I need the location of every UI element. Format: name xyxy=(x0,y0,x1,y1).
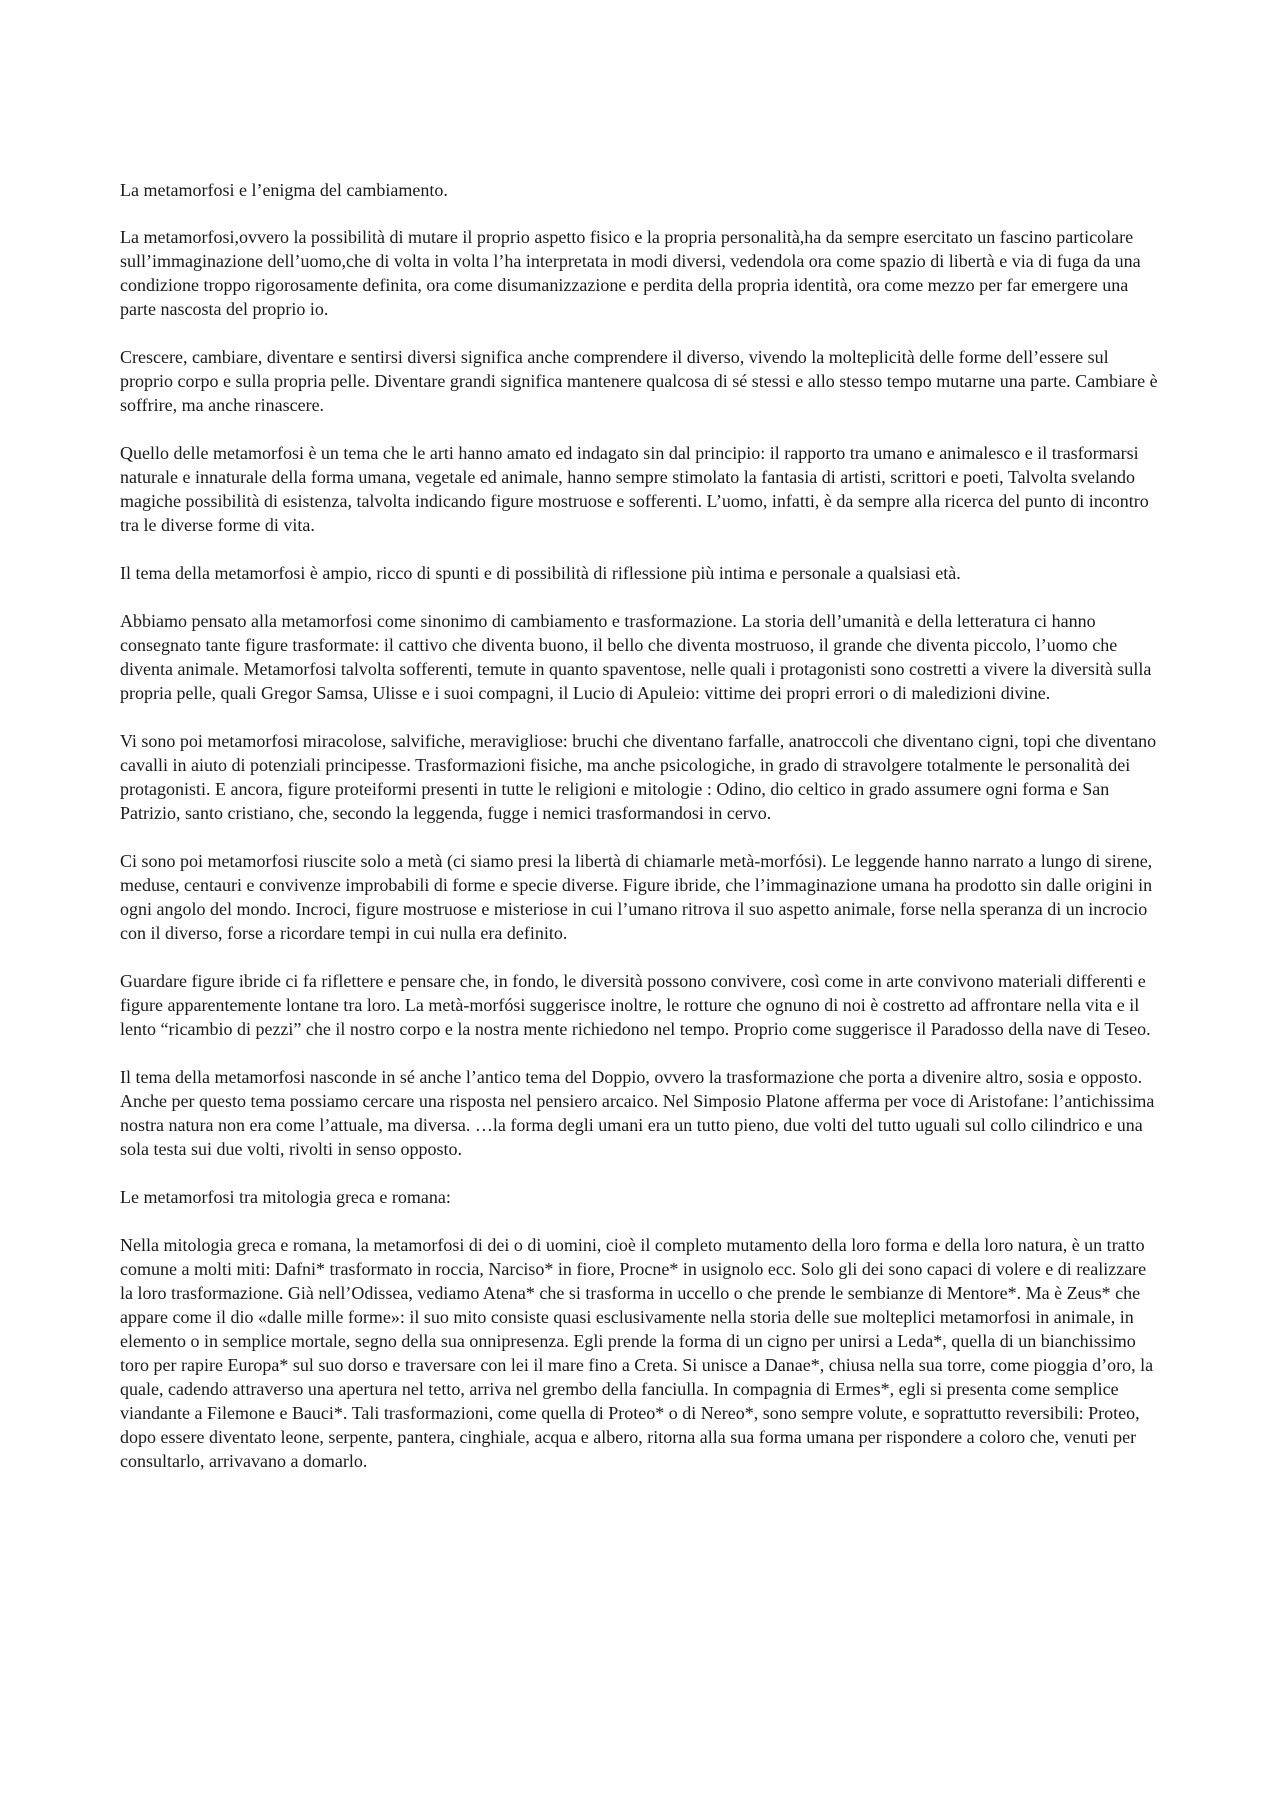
paragraph-7: Ci sono poi metamorfosi riuscite solo a metà (ci siamo presi la libertà di chiamarle metà-morfósi). Le leggende hanno narrato a lungo di sirene, meduse, centauri e convivenze improbabili di forme e specie diverse. Figure ibride, che l’immaginazione umana ha prodotto sin dalle origini in ogni angolo del mondo. Incroci, figure mostruose e misteriose in cui l’umano ritrova il suo aspetto animale, forse nella speranza di un incrocio con il diverso, forse a ricordare tempi in cui nulla era definito. xyxy=(120,851,1153,943)
document-page xyxy=(120,178,1160,1497)
paragraph-1: La metamorfosi,ovvero la possibilità di mutare il proprio aspetto fisico e la propria personalità,ha da sempre esercitato un fascino particolare sull’immaginazione dell’uomo,che di volta in volta l’ha interpretata in modi diversi, vedendola ora come spazio di libertà e via di fuga da una condizione troppo rigorosamente definita, ora come disumanizzazione e perdita della propria identità, ora come mezzo per far emergere una parte nascosta del proprio io. xyxy=(120,227,1141,319)
paragraph-2: Crescere, cambiare, diventare e sentirsi diversi significa anche comprendere il diverso, vivendo la molteplicità delle forme dell’essere sul proprio corpo e sulla propria pelle. Diventare grandi significa mantenere qualcosa di sé stessi e allo stesso tempo mutarne una parte. Cambiare è soffrire, ma anche rinascere. xyxy=(120,347,1158,415)
paragraph-8: Guardare figure ibride ci fa riflettere e pensare che, in fondo, le diversità possono convivere, così come in arte convivono materiali differenti e figure apparentemente lontane tra loro. La metà-morfósi suggerisce inoltre, le rotture che ognuno di noi è costretto ad affrontare nella vita e il lento “ricambio di pezzi” che il nostro corpo e la nostra mente richiedono nel tempo. Proprio come suggerisce il Paradosso della nave di Teseo. xyxy=(120,971,1151,1039)
paragraph-4: Il tema della metamorfosi è ampio, ricco di spunti e di possibilità di riflessione più intima e personale a qualsiasi età. xyxy=(120,563,961,583)
document-title: La metamorfosi e l’enigma del cambiamento. xyxy=(120,180,448,200)
paragraph-10: Nella mitologia greca e romana, la metamorfosi di dei o di uomini, cioè il completo mutamento della loro forma e della loro natura, è un tratto comune a molti miti: Dafni* trasformato in roccia, Narciso* in fiore, Procne* in usignolo ecc. Solo gli dei sono capaci di volere e di realizzare la loro trasformazione. Già nell’Odissea, vediamo Atena* che si trasforma in uccello o che prende le sembianze di Mentore*. Ma è Zeus* che appare come il dio «dalle mille forme»: il suo mito consiste quasi esclusivamente nella storia delle sue molteplici metamorfosi in animale, in elemento o in semplice mortale, segno della sua onnipresenza. Egli prende la forma di un cigno per unirsi a Leda*, quella di un bianchissimo toro per rapire Europa* sul suo dorso e traversare con lei il mare fino a Creta. Si unisce a Danae*, chiusa nella sua torre, come pioggia d’oro, la quale, cadendo attraverso una apertura nel tetto, arriva nel grembo della fanciulla. In compagnia di Ermes*, egli si presenta come semplice viandante a Filemone e Bauci*. Tali trasformazioni, come quella di Proteo* o di Nereo*, sono sempre volute, e soprattutto reversibili: Proteo, dopo essere diventato leone, serpente, pantera, cinghiale, acqua e albero, ritorna alla sua forma umana per rispondere a coloro che, venuti per consultarlo, arrivavano a domarlo. xyxy=(120,1235,1154,1471)
paragraph-3: Quello delle metamorfosi è un tema che le arti hanno amato ed indagato sin dal principio: il rapporto tra umano e animalesco e il trasformarsi naturale e innaturale della forma umana, vegetale ed animale, hanno sempre stimolato la fantasia di artisti, scrittori e poeti, Talvolta svelando magiche possibilità di esistenza, talvolta indicando figure mostruose e sofferenti. L’uomo, infatti, è da sempre alla ricerca del punto di incontro tra le diverse forme di vita. xyxy=(120,443,1149,535)
section-heading: Le metamorfosi tra mitologia greca e romana: xyxy=(120,1187,451,1207)
paragraph-6: Vi sono poi metamorfosi miracolose, salvifiche, meravigliose: bruchi che diventano farfalle, anatroccoli che diventano cigni, topi che diventano cavalli in aiuto di potenziali principesse. Trasformazioni fisiche, ma anche psicologiche, in grado di stravolgere totalmente le personalità dei protagonisti. E ancora, figure proteiformi presenti in tutte le religioni e mitologie : Odino, dio celtico in grado assumere ogni forma e San Patrizio, santo cristiano, che, secondo la leggenda, fugge i nemici trasformandosi in cervo. xyxy=(120,731,1157,823)
paragraph-5: Abbiamo pensato alla metamorfosi come sinonimo di cambiamento e trasformazione. La storia dell’umanità e della letteratura ci hanno consegnato tante figure trasformate: il cattivo che diventa buono, il bello che diventa mostruoso, il grande che diventa piccolo, l’uomo che diventa animale. Metamorfosi talvolta sofferenti, temute in quanto spaventose, nelle quali i protagonisti sono costretti a vivere la diversità sulla propria pelle, quali Gregor Samsa, Ulisse e i suoi compagni, il Lucio di Apuleio: vittime dei propri errori o di maledizioni divine. xyxy=(120,611,1152,703)
paragraph-9: Il tema della metamorfosi nasconde in sé anche l’antico tema del Doppio, ovvero la trasformazione che porta a divenire altro, sosia e opposto. Anche per questo tema possiamo cercare una risposta nel pensiero arcaico. Nel Simposio Platone afferma per voce di Aristofane: l’antichissima nostra natura non era come l’attuale, ma diversa. …la forma degli umani era un tutto pieno, due volti del tutto uguali sul collo cilindrico e una sola testa sui due volti, rivolti in senso opposto. xyxy=(120,1067,1155,1159)
